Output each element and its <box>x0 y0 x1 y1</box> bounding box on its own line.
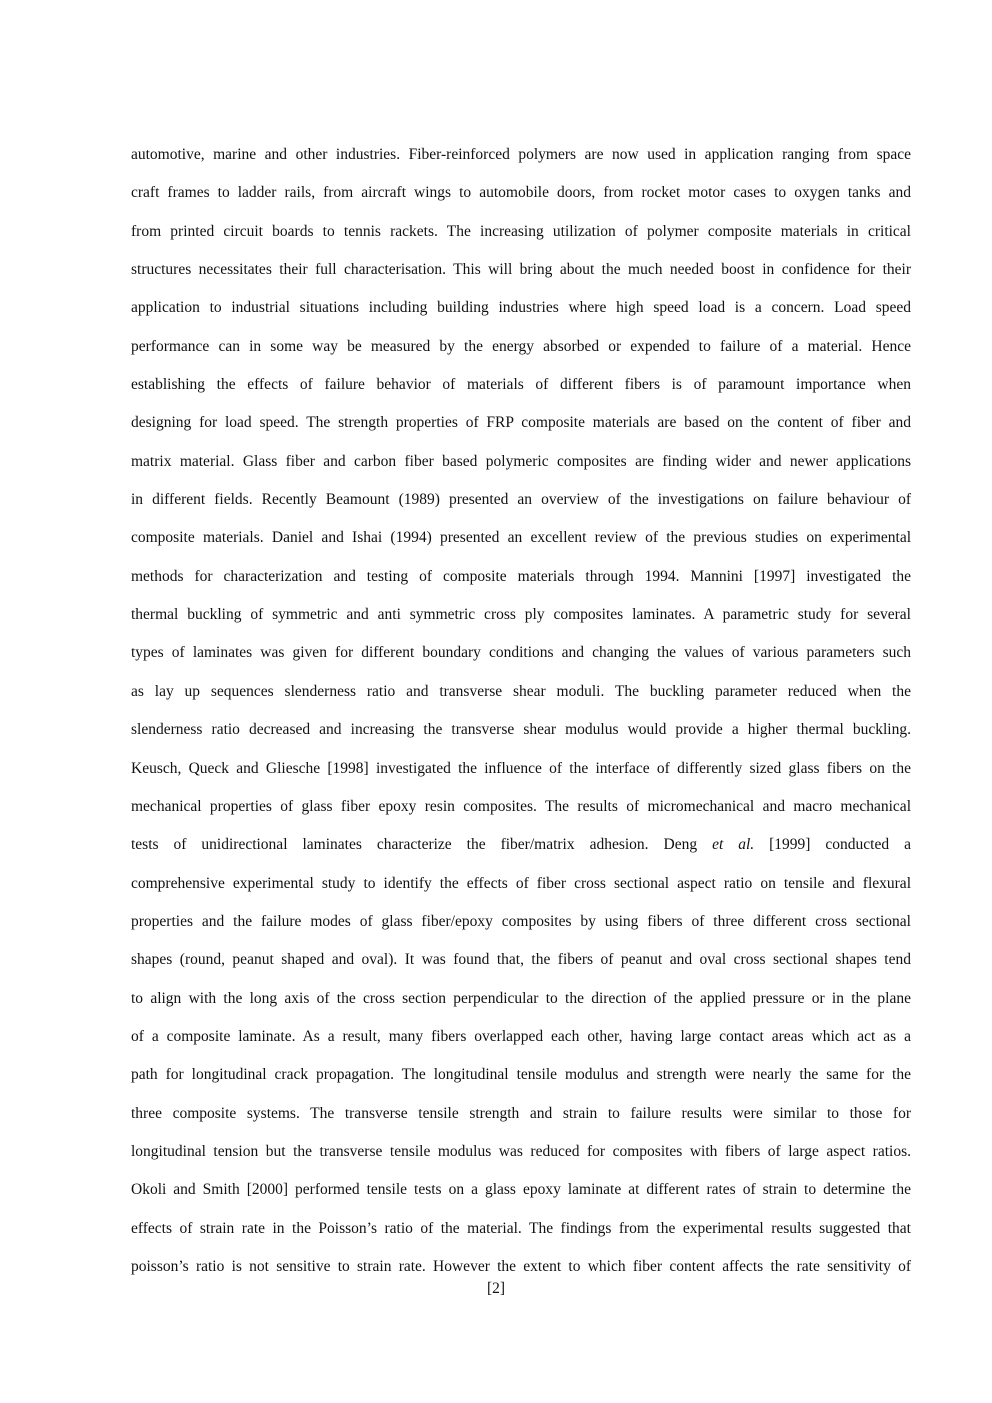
text-line: comprehensive experimental study to identify the effects of fiber cross sectional aspect ratio on tensile and flexural <box>131 874 911 892</box>
text-line: Okoli and Smith [2000] performed tensile tests on a glass epoxy laminate at different rates of strain to determine the <box>131 1181 911 1199</box>
text-line: thermal buckling of symmetric and anti symmetric cross ply composites laminates. A parametric study for several <box>131 606 911 624</box>
text-line: automotive, marine and other industries. Fiber-reinforced polymers are now used in application ranging from space <box>131 146 911 163</box>
text-line: slenderness ratio decreased and increasing the transverse shear modulus would provide a higher thermal buckling. <box>131 721 911 739</box>
text-line: longitudinal tension but the transverse tensile modulus was reduced for composites with fibers of large aspect ratios. <box>131 1142 911 1160</box>
text-line: tests of unidirectional laminates characterize the fiber/matrix adhesion. Deng et al. [1999] conducted a <box>131 836 911 854</box>
text-line: as lay up sequences slenderness ratio and transverse shear moduli. The buckling parameter reduced when the <box>131 682 911 700</box>
text-line: craft frames to ladder rails, from aircraft wings to automobile doors, from rocket motor cases to oxygen tanks and <box>131 184 911 202</box>
text-line: shapes (round, peanut shaped and oval). It was found that, the fibers of peanut and oval cross sectional shapes tend <box>131 951 911 969</box>
text-line: of a composite laminate. As a result, many fibers overlapped each other, having large contact areas which act as a <box>131 1027 911 1045</box>
text-line: Keusch, Queck and Gliesche [1998] investigated the influence of the interface of differently sized glass fibers on the <box>131 759 911 777</box>
text-line: poisson’s ratio is not sensitive to strain rate. However the extent to which fiber content affects the rate sensitivity of <box>131 1257 911 1275</box>
page-number: [2] <box>486 1280 506 1297</box>
text-line: to align with the long axis of the cross section perpendicular to the direction of the applied pressure or in the plane <box>131 989 911 1007</box>
text-line: effects of strain rate in the Poisson’s ratio of the material. The findings from the experimental results suggested that <box>131 1219 911 1237</box>
text-line: path for longitudinal crack propagation. The longitudinal tensile modulus and strength were nearly the same for the <box>131 1066 911 1084</box>
text-line: properties and the failure modes of glass fiber/epoxy composites by using fibers of three different cross sectional <box>131 912 911 930</box>
text-line: in different fields. Recently Beamount (1989) presented an overview of the investigations on failure behaviour of <box>131 491 911 509</box>
text-line: mechanical properties of glass fiber epoxy resin composites. The results of micromechanical and macro mechanical <box>131 797 911 815</box>
text-line: designing for load speed. The strength properties of FRP composite materials are based on the content of fiber and <box>131 414 911 432</box>
text-line: matrix material. Glass fiber and carbon fiber based polymeric composites are finding wider and newer applications <box>131 452 911 470</box>
text-line: composite materials. Daniel and Ishai (1994) presented an excellent review of the previous studies on experimental <box>131 529 911 547</box>
text-line: methods for characterization and testing of composite materials through 1994. Mannini [1997] investigated the <box>131 567 911 585</box>
text-line: from printed circuit boards to tennis rackets. The increasing utilization of polymer composite materials in critical <box>131 222 911 240</box>
italic-et-al: et al. <box>712 836 755 854</box>
text-line: establishing the effects of failure behavior of materials of different fibers is of paramount importance when <box>131 376 911 394</box>
body-paragraph <box>131 136 911 1286</box>
text-line: three composite systems. The transverse tensile strength and strain to failure results were similar to those for <box>131 1104 911 1122</box>
text-line: performance can in some way be measured by the energy absorbed or expended to failure of a material. Hence <box>131 337 911 355</box>
text-line: structures necessitates their full characterisation. This will bring about the much needed boost in confidence for their <box>131 261 911 279</box>
text-line: types of laminates was given for different boundary conditions and changing the values of various parameters such <box>131 644 911 662</box>
text-line: application to industrial situations including building industries where high speed load is a concern. Load speed <box>131 299 911 317</box>
